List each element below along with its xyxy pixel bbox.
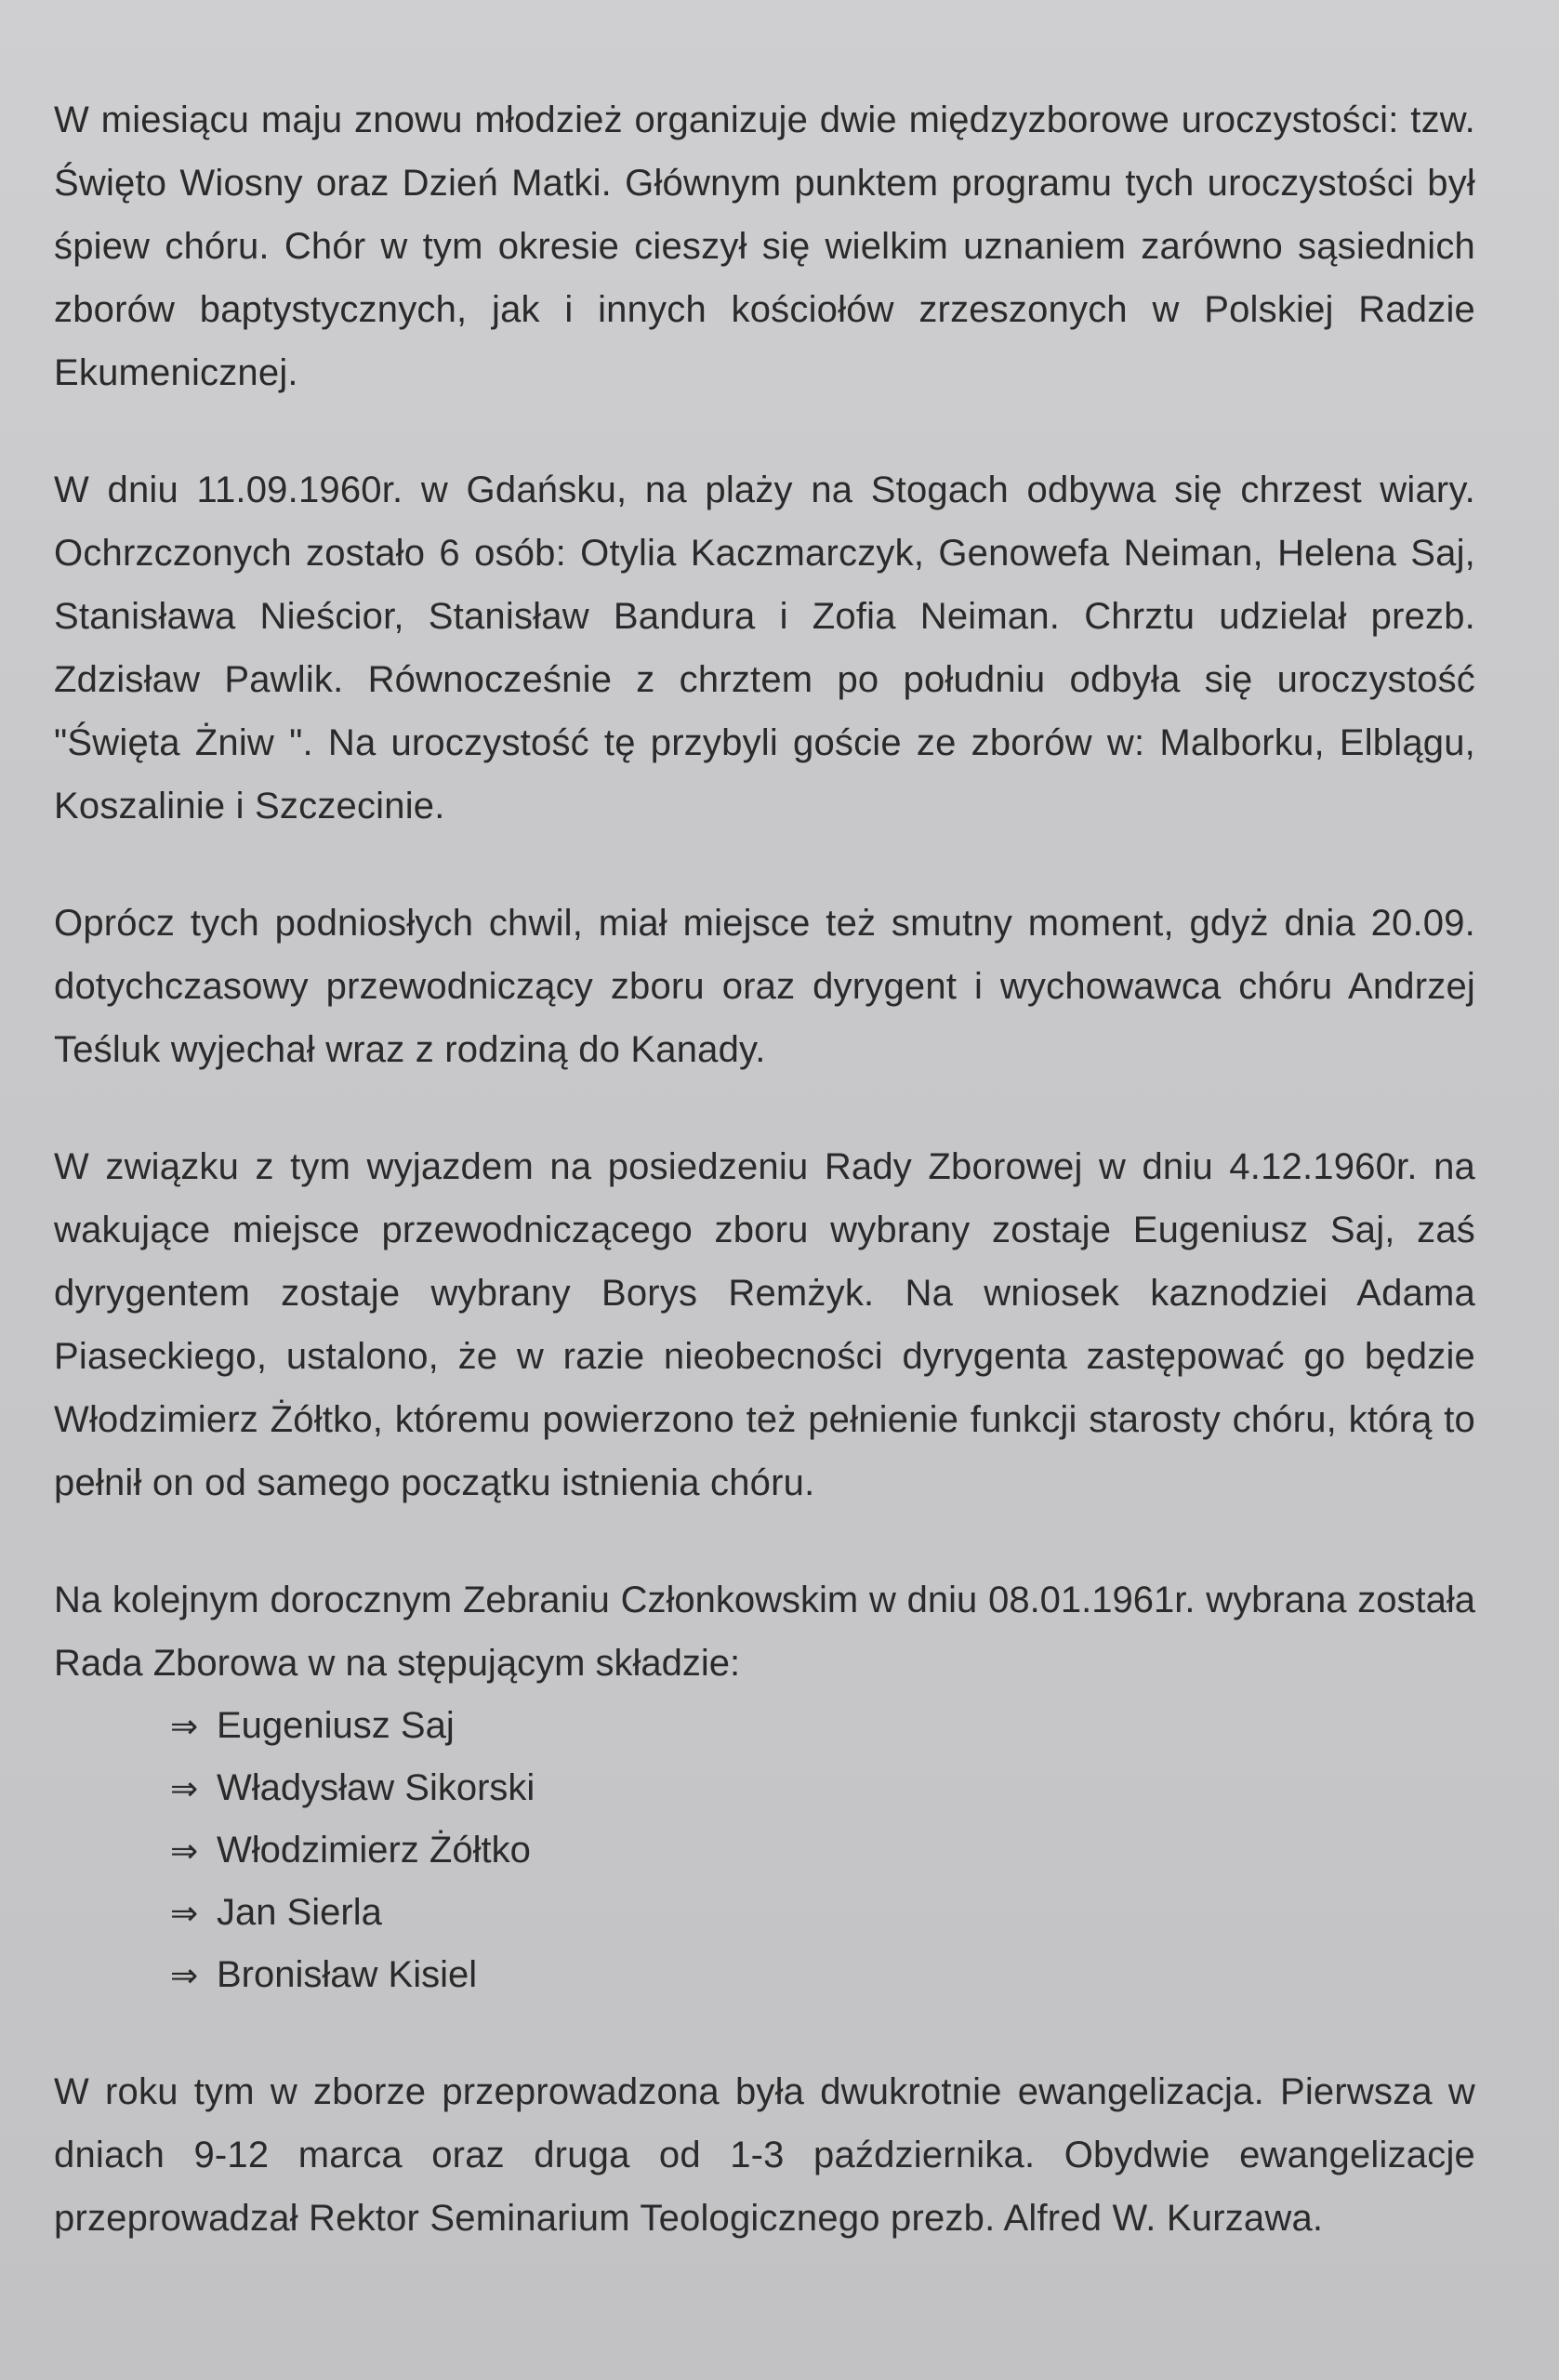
paragraph-baptism: W dniu 11.09.1960r. w Gdańsku, na plaży na Stogach odbywa się chrzest wiary. Ochrzczonych zostało 6 osób: Otylia Kaczmarczyk, Genowefa Neiman, Helena Saj, Stanisława Nieścior, Stanisław Bandura i Zofia Neiman. Chrztu udzielał prezb. Zdzisław Pawlik. Równocześnie z chrztem po południu odbyła się uroczystość "Święta Żniw ". Na uroczystość tę przybyli goście ze zborów w: Malborku, Elblągu, Koszalinie i Szczecinie.	[54, 469, 1475, 826]
list-item	[170, 1757, 1475, 1819]
paragraph-departure: Oprócz tych podniosłych chwil, miał miejsce też smutny moment, gdyż dnia 20.09. dotychczasowy przewodniczący zboru oraz dyrygent i wychowawca chóru Andrzej Teśluk wyjechał wraz z rodziną do Kanady.	[54, 903, 1475, 1070]
paragraph-evangelization: W roku tym w zborze przeprowadzona była dwukrotnie ewangelizacja. Pierwsza w dniach 9-12 marca oraz druga od 1-3 października. Obydwie ewangelizacje przeprowadzał Rektor Seminarium Teologicznego prezb. Alfred W. Kurzawa.	[54, 2071, 1475, 2239]
arrow-right-icon: ⇒	[170, 1831, 199, 1870]
list-item	[170, 1695, 1475, 1757]
council-member-name: Włodzimierz Żółtko	[217, 1830, 531, 1871]
arrow-right-icon: ⇒	[170, 1956, 199, 1994]
council-intro: Na kolejnym dorocznym Zebraniu Członkowskim w dniu 08.01.1961r. wybrana została Rada Zborowa w na stępującym składzie:	[54, 1580, 1475, 1684]
arrow-right-icon: ⇒	[170, 1707, 199, 1745]
arrow-right-icon: ⇒	[170, 1769, 199, 1807]
list-item	[170, 1819, 1475, 1882]
paragraph-council-meeting: W związku z tym wyjazdem na posiedzeniu Rady Zborowej w dniu 4.12.1960r. na wakujące miejsce przewodniczącego zboru wybrany zostaje Eugeniusz Saj, zaś dyrygentem zostaje wybrany Borys Remżyk. Na wniosek kaznodziei Adama Piaseckiego, ustalono, że w razie nieobecności dyrygenta zastępować go będzie Włodzimierz Żółtko, któremu powierzono też pełnienie funkcji starosty chóru, którą to pełnił on od samego początku istnienia chóru.	[54, 1146, 1475, 1503]
arrow-right-icon: ⇒	[170, 1894, 199, 1932]
list-item	[170, 1944, 1475, 2006]
council-member-name: Władysław Sikorski	[217, 1767, 535, 1808]
council-member-name: Jan Sierla	[217, 1892, 382, 1933]
council-member-name: Eugeniusz Saj	[217, 1705, 455, 1746]
council-member-list	[54, 1695, 1475, 2006]
council-section	[54, 1568, 1475, 2006]
list-item	[170, 1882, 1475, 1944]
council-member-name: Bronisław Kisiel	[217, 1954, 478, 1995]
paragraph-spring-celebrations: W miesiącu maju znowu młodzież organizuje dwie międzyzborowe uroczystości: tzw. Święto Wiosny oraz Dzień Matki. Głównym punktem programu tych uroczystości był śpiew chóru. Chór w tym okresie cieszył się wielkim uznaniem zarówno sąsiednich zborów baptystycznych, jak i innych kościołów zrzeszonych w Polskiej Radzie Ekumenicznej.	[54, 99, 1475, 393]
